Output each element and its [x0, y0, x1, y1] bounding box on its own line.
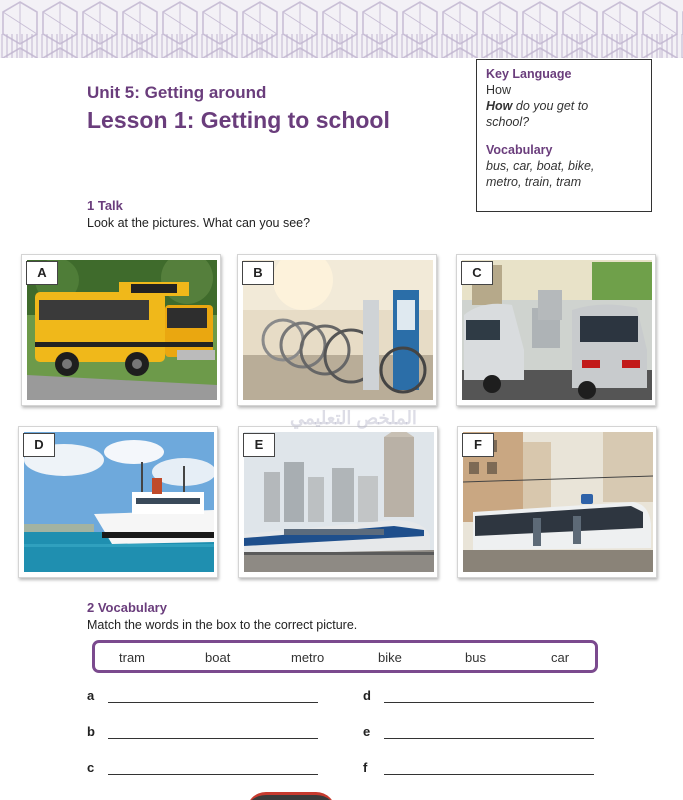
talk-heading: 1 Talk [87, 198, 123, 213]
talk-instruction: Look at the pictures. What can you see? [87, 216, 311, 230]
word-metro: metro [291, 650, 325, 665]
answer-line-a[interactable] [108, 702, 318, 703]
lesson-title: Lesson 1: Getting to school [87, 107, 390, 133]
answer-line-f[interactable] [384, 774, 594, 775]
key-language-heading: Key Language [486, 67, 572, 81]
vocabulary-line2: metro, train, tram [486, 175, 582, 189]
picture-e [238, 426, 438, 578]
key-language-how-bold: How [486, 99, 513, 113]
picture-d [18, 426, 218, 578]
answer-label-a: a [87, 688, 95, 703]
key-language-line2-rest: do you get to [512, 99, 589, 113]
picture-label-c: C [461, 261, 493, 285]
picture-label-f: F [462, 433, 494, 457]
picture-f [457, 426, 657, 578]
answer-label-f: f [363, 760, 368, 775]
watermark: الملخص التعليمي [290, 408, 417, 428]
vocabulary-line1: bus, car, boat, bike, [486, 159, 595, 173]
answer-label-b: b [87, 724, 95, 739]
picture-label-d: D [23, 433, 55, 457]
key-language-line1: How [486, 83, 512, 97]
picture-c [456, 254, 656, 406]
answer-line-e[interactable] [384, 738, 594, 739]
word-bus: bus [465, 650, 486, 665]
word-bike: bike [378, 650, 402, 665]
answer-line-b[interactable] [108, 738, 318, 739]
answer-label-d: d [363, 688, 371, 703]
bottom-graphic [246, 792, 336, 800]
answer-label-c: c [87, 760, 95, 775]
picture-b [237, 254, 437, 406]
answer-label-e: e [363, 724, 371, 739]
vocabulary-section-heading: 2 Vocabulary [87, 600, 167, 615]
answer-line-c[interactable] [108, 774, 318, 775]
key-language-line2 [486, 98, 642, 114]
picture-a [21, 254, 221, 406]
picture-label-e: E [243, 433, 275, 457]
word-box [92, 640, 598, 673]
vocabulary-heading: Vocabulary [486, 143, 553, 157]
word-car: car [551, 650, 570, 665]
header-banner [0, 0, 683, 58]
word-tram: tram [119, 650, 145, 665]
vocabulary-instruction: Match the words in the box to the correct picture. [87, 618, 358, 632]
word-boat: boat [205, 650, 231, 665]
picture-label-a: A [26, 261, 58, 285]
picture-label-b: B [242, 261, 274, 285]
answer-line-d[interactable] [384, 702, 594, 703]
unit-title: Unit 5: Getting around [87, 83, 267, 102]
key-language-line3: school? [486, 115, 530, 129]
key-language-box [476, 59, 652, 212]
